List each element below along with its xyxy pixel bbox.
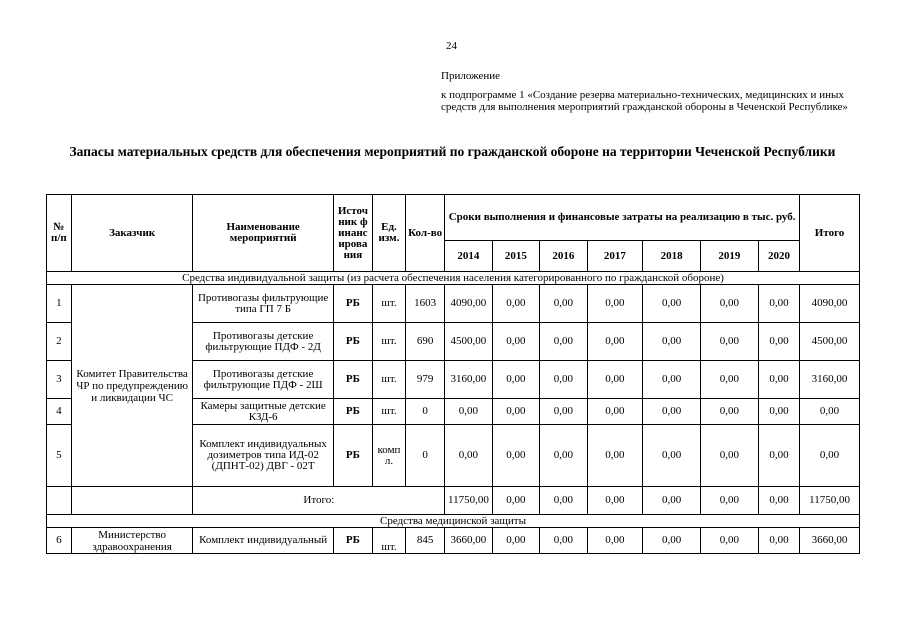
row-value: 0,00 [758, 399, 799, 425]
subtotal-value: 0,00 [701, 487, 759, 515]
row-value: 0,00 [492, 425, 539, 487]
row-value: 0,00 [758, 528, 799, 554]
appendix-text: к подпрограмме 1 «Создание резерва материально-технических, медицинских и иных средств для выполнения мероприятий гражданской обороны в Чеченской Республике» [441, 89, 848, 113]
section-row [47, 272, 860, 285]
subtotal-value: 0,00 [758, 487, 799, 515]
subtotal-value: 0,00 [540, 487, 587, 515]
subtotal-total: 11750,00 [800, 487, 860, 515]
row-value: 0,00 [643, 323, 701, 361]
row-value: 0,00 [643, 361, 701, 399]
row-value: 0,00 [701, 425, 759, 487]
row-unit: шт. [372, 399, 405, 425]
customer-cell: Комитет Правительства ЧР по предупреждению и ликвидации ЧС [71, 285, 193, 487]
row-source: РБ [333, 399, 372, 425]
section-title: Средства медицинской защиты [47, 515, 860, 528]
header-source: Источник финансирования [333, 195, 372, 272]
row-qty: 979 [405, 361, 444, 399]
row-total: 4500,00 [800, 323, 860, 361]
row-num: 1 [47, 285, 72, 323]
subtotal-value: 0,00 [643, 487, 701, 515]
row-name: Комплект индивидуальных дозиметров типа ИД-02 (ДПНТ-02) ДВГ - 02Т [193, 425, 333, 487]
header-terms: Сроки выполнения и финансовые затраты на реализацию в тыс. руб. [445, 195, 800, 241]
row-value: 0,00 [445, 399, 492, 425]
row-value: 0,00 [758, 361, 799, 399]
header-year: 2020 [758, 241, 799, 272]
row-value: 0,00 [643, 528, 701, 554]
row-value: 0,00 [758, 425, 799, 487]
row-value: 0,00 [701, 528, 759, 554]
row-value: 0,00 [643, 425, 701, 487]
row-value: 0,00 [643, 285, 701, 323]
row-value: 0,00 [701, 323, 759, 361]
row-value: 4500,00 [445, 323, 492, 361]
row-source: РБ [333, 528, 372, 554]
row-total: 3160,00 [800, 361, 860, 399]
row-name: Противогазы детские фильтрующие ПДФ - 2Ш [193, 361, 333, 399]
row-value: 0,00 [758, 323, 799, 361]
row-name: Противогазы детские фильтрующие ПДФ - 2Д [193, 323, 333, 361]
page-number: 24 [446, 40, 457, 52]
header-name: Наименование мероприятий [193, 195, 333, 272]
row-total: 3660,00 [800, 528, 860, 554]
row-name: Комплект индивидуальный [193, 528, 333, 554]
row-value: 0,00 [587, 361, 643, 399]
row-unit: шт. [372, 361, 405, 399]
subtotal-value: 0,00 [587, 487, 643, 515]
row-value: 0,00 [492, 323, 539, 361]
subtotal-row [47, 487, 860, 515]
row-unit: шт. [372, 323, 405, 361]
row-value: 0,00 [492, 528, 539, 554]
row-value: 0,00 [540, 323, 587, 361]
row-value: 0,00 [492, 399, 539, 425]
section-title: Средства индивидуальной защиты (из расчета обеспечения населения категорированного по гражданской обороне) [47, 272, 860, 285]
row-value: 0,00 [701, 361, 759, 399]
row-total: 0,00 [800, 399, 860, 425]
row-name: Камеры защитные детские КЗД-6 [193, 399, 333, 425]
header-year: 2018 [643, 241, 701, 272]
row-value: 0,00 [540, 528, 587, 554]
appendix-block [441, 70, 871, 113]
customer-cell: Министерство здравоохранения [71, 528, 193, 554]
header-year: 2015 [492, 241, 539, 272]
row-qty: 845 [405, 528, 444, 554]
section-row [47, 515, 860, 528]
header-year: 2014 [445, 241, 492, 272]
subtotal-label: Итого: [193, 487, 445, 515]
header-year: 2016 [540, 241, 587, 272]
row-unit: компл. [372, 425, 405, 487]
row-num: 3 [47, 361, 72, 399]
row-num: 5 [47, 425, 72, 487]
row-total: 4090,00 [800, 285, 860, 323]
row-value: 0,00 [643, 399, 701, 425]
row-qty: 0 [405, 399, 444, 425]
row-num: 2 [47, 323, 72, 361]
row-name: Противогазы фильтрующие типа ГП 7 Б [193, 285, 333, 323]
row-unit: шт. [372, 285, 405, 323]
row-source: РБ [333, 285, 372, 323]
header-num: № п/п [47, 195, 72, 272]
row-unit: шт. [372, 528, 405, 554]
row-value: 0,00 [587, 425, 643, 487]
supplies-table [46, 194, 860, 554]
header-unit: Ед. изм. [372, 195, 405, 272]
table-row [47, 285, 860, 323]
document-title: Запасы материальных средств для обеспечения мероприятий по гражданской обороне на территории Чеченской Республики [69, 144, 836, 159]
row-value: 0,00 [701, 399, 759, 425]
row-total: 0,00 [800, 425, 860, 487]
row-value: 0,00 [587, 323, 643, 361]
row-qty: 1603 [405, 285, 444, 323]
row-qty: 0 [405, 425, 444, 487]
row-source: РБ [333, 425, 372, 487]
row-value: 3660,00 [445, 528, 492, 554]
row-value: 0,00 [540, 361, 587, 399]
row-value: 0,00 [492, 361, 539, 399]
row-value: 0,00 [758, 285, 799, 323]
table-row [47, 528, 860, 554]
row-value: 3160,00 [445, 361, 492, 399]
row-value: 0,00 [540, 399, 587, 425]
row-source: РБ [333, 361, 372, 399]
row-value: 0,00 [701, 285, 759, 323]
header-year: 2017 [587, 241, 643, 272]
appendix-title: Приложение [441, 70, 501, 82]
subtotal-value: 0,00 [492, 487, 539, 515]
row-value: 0,00 [540, 285, 587, 323]
row-value: 0,00 [587, 528, 643, 554]
header-qty: Кол-во [405, 195, 444, 272]
header-year: 2019 [701, 241, 759, 272]
row-qty: 690 [405, 323, 444, 361]
subtotal-value: 11750,00 [445, 487, 492, 515]
row-source: РБ [333, 323, 372, 361]
header-total: Итого [800, 195, 860, 272]
row-value: 0,00 [445, 425, 492, 487]
row-value: 0,00 [587, 285, 643, 323]
row-value: 0,00 [540, 425, 587, 487]
row-value: 4090,00 [445, 285, 492, 323]
row-num: 4 [47, 399, 72, 425]
header-customer: Заказчик [71, 195, 193, 272]
row-value: 0,00 [492, 285, 539, 323]
header-row-1 [47, 195, 860, 241]
row-value: 0,00 [587, 399, 643, 425]
row-num: 6 [47, 528, 72, 554]
